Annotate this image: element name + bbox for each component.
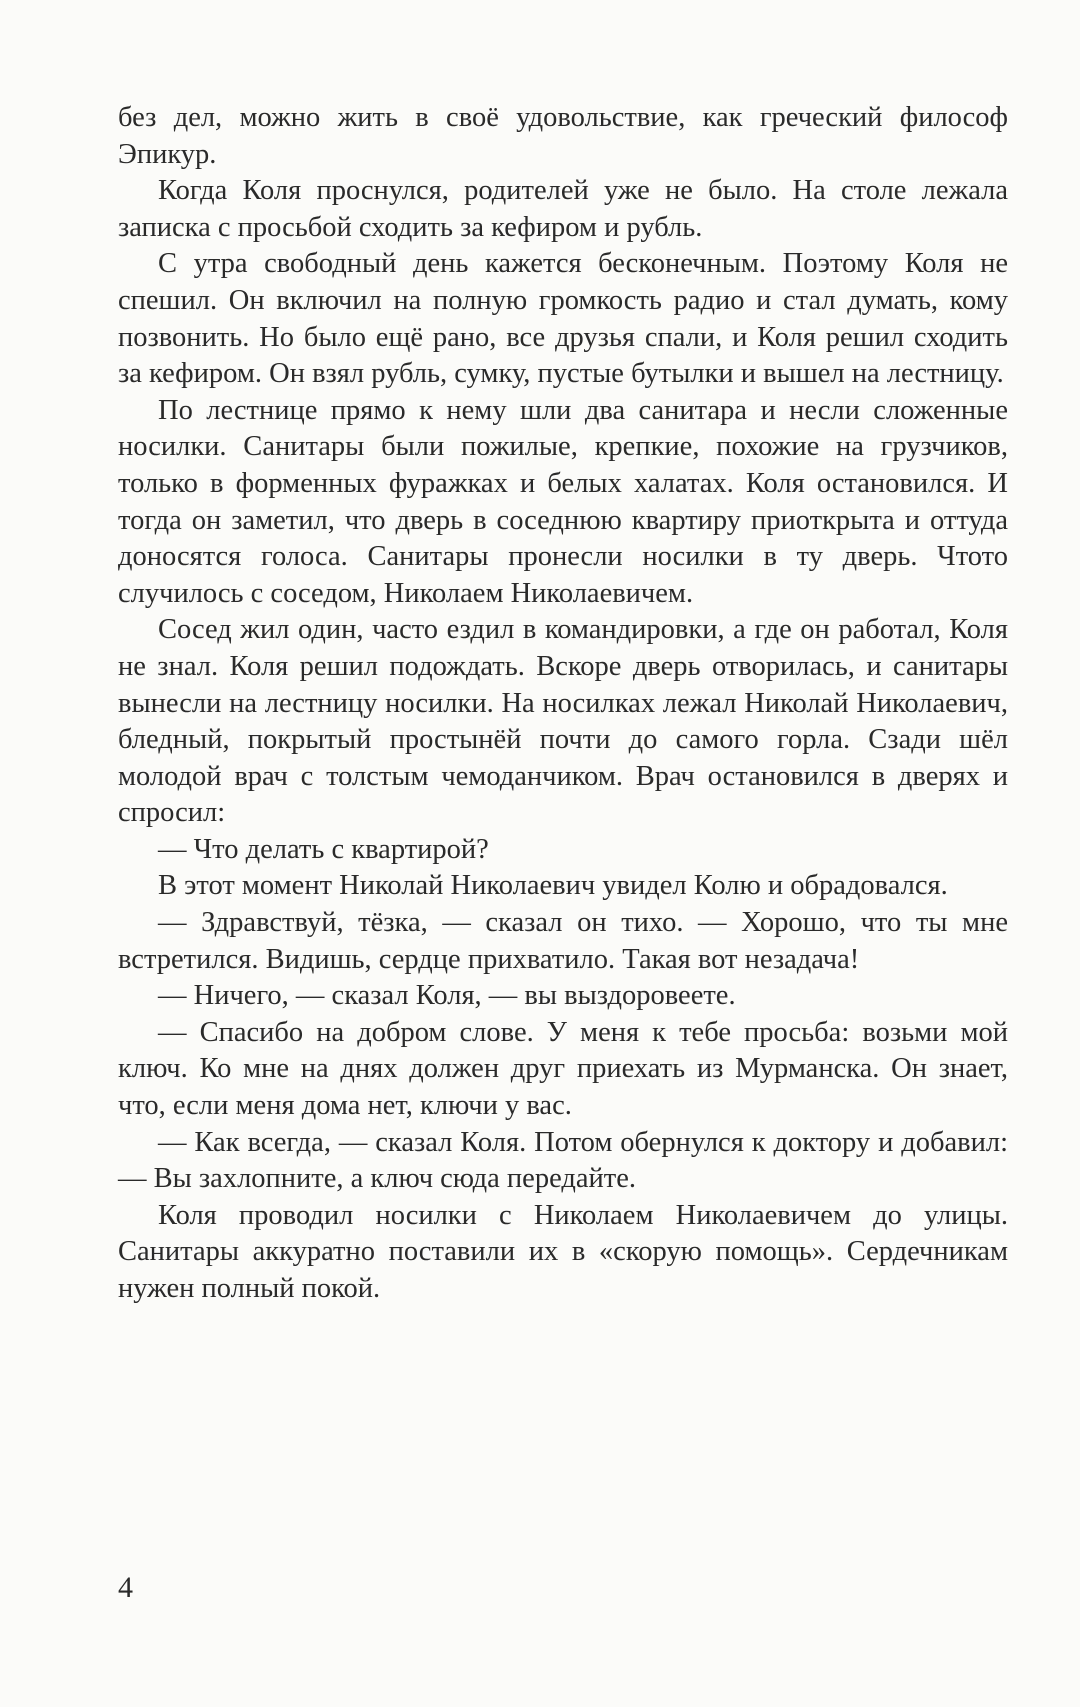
paragraph: Коля проводил носилки с Николаем Николаевичем до улицы. Санитары аккуратно поставили их в «скорую помощь». Сердечникам нужен полный покой.	[118, 1199, 1008, 1304]
paragraph: без дел, можно жить в своё удовольствие, как греческий философ Эпикур.	[118, 102, 1008, 170]
paragraph: По лестнице прямо к нему шли два санитара и несли сложенные носилки. Санитары были пожилые, крепкие, похожие на грузчиков, только в форменных фуражках и белых халатах. Коля остановился. И тогда он заметил, что дверь в соседнюю квартиру приоткрыта и оттуда доносятся голоса. Санитары пронесли носилки в ту дверь. Чтото случилось с соседом, Николаем Николаевичем.	[118, 394, 1008, 609]
paragraph: — Ничего, — сказал Коля, — вы выздоровеете.	[158, 980, 736, 1012]
page-body-text	[118, 100, 1008, 1308]
paragraph: — Как всегда, — сказал Коля. Потом обернулся к доктору и добавил: — Вы захлопните, а ключ сюда передайте.	[118, 1126, 1008, 1195]
paragraph: — Здравствуй, тёзка, — сказал он тихо. — Хорошо, что ты мне встретился. Видишь, сердце прихватило. Такая вот незадача!	[118, 907, 1008, 975]
paragraph: Сосед жил один, часто ездил в командировки, а где он работал, Коля не знал. Коля решил подождать. Вскоре дверь отворилась, и санитары вынесли на лестницу носилки. На носилках лежал Николай Николаевич, бледный, покрытый простынёй почти до самого горла. Сзади шёл молодой врач с толстым чемоданчиком. Врач остановился в дверях и спросил:	[118, 614, 1008, 829]
paragraph: В этот момент Николай Николаевич увидел Колю и обрадовался.	[158, 870, 948, 902]
paragraph: — Спасибо на добром слове. У меня к тебе просьба: возьми мой ключ. Ко мне на днях должен друг приехать из Мурманска. Он знает, что, если меня дома нет, ключи у вас.	[118, 1016, 1008, 1122]
paragraph: Когда Коля проснулся, родителей уже не было. На столе лежала записка с просьбой сходить за кефиром и рубль.	[118, 175, 1008, 243]
paragraph: — Что делать с квартирой?	[158, 833, 489, 865]
paragraph: С утра свободный день кажется бесконечным. Поэтому Коля не спешил. Он включил на полную громкость радио и стал думать, кому позвонить. Но было ещё рано, все друзья спали, и Коля решил сходить за кефиром. Он взял рубль, сумку, пустые бутылки и вышел на лестницу.	[118, 248, 1008, 390]
page-number: 4	[118, 1571, 133, 1604]
